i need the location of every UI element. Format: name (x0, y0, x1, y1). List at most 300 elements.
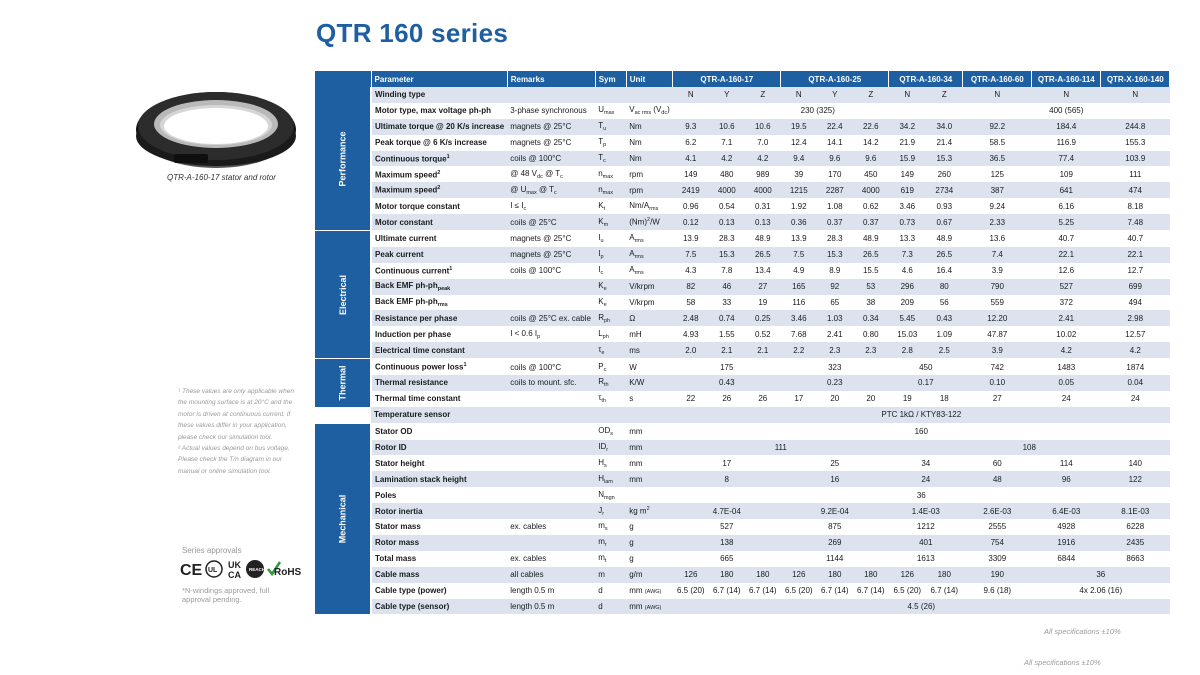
value-cell (853, 182, 889, 198)
value-cell-text: 28.3 (826, 234, 843, 244)
value-cell-text: 0.96 (682, 201, 699, 211)
value-cell-text: 1.09 (936, 329, 953, 339)
value-cell-text: 6.7 (14) (712, 586, 741, 596)
svg-text:REACH: REACH (249, 567, 266, 572)
value-cell (1101, 391, 1170, 407)
value-cell (1101, 135, 1170, 151)
value-cell (889, 455, 963, 471)
param-cell (371, 342, 507, 358)
product-image (120, 78, 310, 178)
value-cell-text: 0.34 (862, 313, 879, 323)
sym-cell: $T_p$ (595, 135, 626, 151)
value-cell-text: 559 (990, 298, 1004, 308)
value-cell-text: 33 (722, 298, 732, 308)
value-cell (673, 263, 709, 279)
value-cell-text: 2419 (681, 185, 700, 195)
section-label-mechanical (315, 423, 371, 614)
param-cell-text: Back EMF ph-ph (375, 297, 438, 307)
value-cell-text: 60 (992, 458, 1002, 468)
param-cell-text: Maximum speed (375, 170, 438, 180)
section-label-text: Electrical (337, 274, 348, 315)
value-cell (1032, 166, 1101, 182)
value-cell-text: 4.2 (757, 154, 769, 163)
value-cell (1101, 551, 1170, 567)
param-cell-text: Electrical time constant (375, 345, 465, 355)
remark-cell (507, 440, 595, 456)
param-cell-text: Stator OD (375, 427, 413, 437)
value-cell (673, 198, 709, 214)
param-cell (371, 423, 507, 439)
value-cell (709, 279, 745, 295)
value-cell (889, 375, 963, 391)
value-cell-text: 24 (921, 474, 931, 484)
value-cell (1032, 151, 1101, 167)
unit-cell: $A_{rms}$ (626, 231, 673, 247)
value-cell-text: 7.4 (991, 250, 1003, 260)
value-cell-text: 19.5 (790, 122, 807, 132)
value-cell (926, 247, 963, 263)
value-cell (673, 440, 889, 456)
value-cell-text: 8663 (1126, 554, 1145, 564)
header-model: QTR-A-160-34 (889, 71, 963, 87)
value-cell (1032, 135, 1101, 151)
header-spacer (315, 71, 371, 87)
value-cell (817, 198, 853, 214)
header-model: QTR-A-160-25 (781, 71, 889, 87)
value-cell (745, 182, 781, 198)
value-cell-text: 1.03 (826, 313, 843, 323)
value-cell-text: 17 (794, 394, 804, 404)
sym-cell: $H_s$ (595, 455, 626, 471)
param-cell (371, 326, 507, 342)
value-cell-text: 230 (325) (800, 106, 835, 116)
value-cell (745, 151, 781, 167)
value-cell-text: 2287 (825, 185, 844, 195)
value-cell (673, 503, 781, 519)
value-cell-text: 4.6 (901, 266, 913, 276)
unit-cell-text: mm (629, 474, 643, 484)
unit-cell (626, 375, 673, 391)
value-cell-text: 9.2E-04 (820, 506, 849, 516)
value-cell (709, 391, 745, 407)
value-cell (745, 326, 781, 342)
unit-cell-text: mm (629, 601, 643, 611)
footnote-2: ² Actual values depend on bus voltage. Please check the T/n diagram in our manual or online simulation tool. (178, 445, 290, 475)
sym-cell: $n_{max}$ (595, 182, 626, 198)
value-cell-text: 22.6 (862, 122, 879, 132)
value-cell (709, 263, 745, 279)
ce-mark: CE (180, 562, 203, 579)
sym-cell: $\tau_e$ (595, 342, 626, 358)
sym-cell: $T_c$ (595, 151, 626, 167)
value-cell-text: 9.6 (18) (983, 586, 1012, 596)
value-cell (963, 87, 1032, 103)
value-cell-text: 1215 (789, 185, 808, 195)
image-caption: QTR-A-160-17 stator and rotor (167, 173, 276, 182)
value-cell-text: 180 (720, 570, 734, 580)
value-cell-text: 4.2 (721, 154, 733, 163)
value-cell (817, 119, 853, 135)
value-cell-text: 116.9 (1056, 138, 1076, 148)
value-cell-text: 2555 (988, 522, 1007, 532)
value-cell (745, 310, 781, 326)
value-cell (926, 151, 963, 167)
value-cell-text: 4x 2.06 (16) (1079, 586, 1123, 596)
remark-cell (507, 487, 595, 503)
value-cell (817, 214, 853, 230)
value-cell-text: 6.2 (685, 138, 697, 148)
value-cell (889, 182, 926, 198)
table-row-ult-torque (315, 119, 1170, 135)
value-cell (963, 166, 1032, 182)
value-cell-text: 109 (1059, 169, 1073, 179)
value-cell (889, 295, 926, 311)
table-header-row (315, 71, 1170, 87)
value-cell (673, 375, 781, 391)
table-row-cable-mass (315, 567, 1170, 583)
value-cell-text: 0.23 (826, 378, 843, 388)
value-cell-text: 13.4 (754, 266, 771, 276)
value-cell-text: 790 (990, 282, 1004, 292)
value-cell (781, 503, 889, 519)
value-cell (853, 567, 889, 583)
value-cell (853, 342, 889, 358)
value-cell (1101, 295, 1170, 311)
value-cell-text: 0.62 (862, 201, 879, 211)
value-cell (889, 263, 926, 279)
sym-cell: $m_s$ (595, 519, 626, 535)
value-cell (745, 342, 781, 358)
section-spacer (315, 407, 371, 423)
table-row-ult-current (315, 231, 1170, 247)
sym-cell (595, 407, 626, 423)
value-cell-text: 494 (1128, 298, 1142, 308)
footer-note-2: All specifications ±10% (1024, 658, 1101, 667)
unit-cell-text: ms (629, 345, 640, 355)
section-label-electrical (315, 231, 371, 359)
value-cell-text: 180 (756, 570, 770, 580)
value-cell (781, 182, 817, 198)
value-cell-text: 1.92 (790, 201, 807, 211)
param-cell (371, 535, 507, 551)
value-cell-text: 17 (722, 458, 732, 468)
value-cell (817, 326, 853, 342)
table-row-poles (315, 487, 1170, 503)
unit-cell-text: g (629, 522, 634, 532)
value-cell (781, 87, 817, 103)
value-cell (673, 166, 709, 182)
value-cell-text: 25 (830, 458, 840, 468)
unit-cell-text: rpm (629, 169, 643, 179)
param-cell-text: Continuous power loss (375, 362, 464, 372)
table-row-cont-torque (315, 151, 1170, 167)
value-cell (889, 87, 926, 103)
value-cell-text: 48 (992, 474, 1002, 484)
remark-cell (507, 599, 595, 615)
value-cell (1101, 151, 1170, 167)
value-cell (745, 87, 781, 103)
value-cell-text: 0.12 (682, 217, 699, 227)
value-cell-text: 12.57 (1125, 329, 1146, 339)
value-cell-text: 16 (830, 474, 840, 484)
table-row-thermal-time (315, 391, 1170, 407)
value-cell-text: 27 (758, 282, 768, 292)
sym-cell-text: d (598, 601, 603, 611)
value-cell (963, 326, 1032, 342)
value-cell-text: 2.3 (829, 345, 841, 355)
param-cell-text: Peak current (375, 250, 424, 260)
value-cell (1101, 535, 1170, 551)
value-cell (745, 391, 781, 407)
unit-cell-text: rpm (629, 185, 643, 195)
remark-cell (507, 407, 595, 423)
param-cell (371, 87, 507, 103)
ukca-mark: UK (228, 560, 241, 570)
value-cell-text: 0.93 (936, 201, 953, 211)
value-cell-text: 36.5 (989, 154, 1006, 163)
unit-cell (626, 279, 673, 295)
value-cell (1101, 263, 1170, 279)
value-cell-text: 12.7 (1127, 266, 1144, 276)
value-cell-text: N (795, 90, 802, 100)
value-cell-text: 400 (565) (1049, 106, 1084, 116)
value-cell-text: 2.98 (1127, 313, 1144, 323)
value-cell (889, 166, 926, 182)
value-cell-text: Z (868, 90, 874, 100)
value-cell-text: 122 (1128, 474, 1142, 484)
value-cell (1032, 326, 1101, 342)
value-cell-text: 9.6 (865, 154, 877, 163)
param-cell (371, 455, 507, 471)
param-cell-text: Motor torque constant (375, 201, 460, 211)
value-cell-text: 47.87 (987, 329, 1008, 339)
value-cell (963, 247, 1032, 263)
value-cell (781, 359, 889, 375)
value-cell-text: 6.7 (14) (930, 586, 959, 596)
unit-cell (626, 440, 673, 456)
value-cell (745, 214, 781, 230)
value-cell (1032, 359, 1101, 375)
value-cell (853, 247, 889, 263)
unit-cell (626, 119, 673, 135)
value-cell (853, 583, 889, 599)
value-cell (673, 214, 709, 230)
remark-cell (507, 103, 595, 119)
value-cell-text: 22.4 (826, 122, 843, 132)
value-cell-text: 24 (1061, 394, 1071, 404)
value-cell (709, 310, 745, 326)
value-cell (963, 182, 1032, 198)
value-cell (1101, 87, 1170, 103)
value-cell-text: 9.4 (793, 154, 805, 163)
value-cell (963, 535, 1032, 551)
svg-text:CA: CA (228, 570, 241, 580)
value-cell (781, 263, 817, 279)
value-cell (926, 326, 963, 342)
param-cell: Continuous current$^1$ (371, 263, 507, 279)
param-cell: Continuous power loss$^1$ (371, 359, 507, 375)
value-cell (963, 583, 1032, 599)
unit-cell-text: kg m (629, 506, 647, 516)
value-cell (963, 519, 1032, 535)
value-cell-text: 126 (684, 570, 698, 580)
value-cell-text: Z (941, 90, 947, 100)
value-cell (673, 326, 709, 342)
value-cell-text: 3.46 (899, 201, 916, 211)
value-cell-text: 4.2 (1060, 345, 1072, 355)
value-cell (963, 375, 1032, 391)
remark-cell (507, 310, 595, 326)
value-cell (673, 247, 709, 263)
footer-note-1: All specifications ±10% (1044, 627, 1121, 636)
value-cell-text: 0.37 (826, 217, 843, 227)
section-label-thermal (315, 359, 371, 407)
value-cell-text: 175 (720, 362, 734, 372)
value-cell-text: 480 (720, 169, 734, 179)
value-cell-text: 13.3 (899, 234, 916, 244)
value-cell (926, 87, 963, 103)
param-cell-text: Rotor inertia (375, 506, 423, 516)
value-cell-text: 9.6 (829, 154, 841, 163)
table-row-cable-power (315, 583, 1170, 599)
value-cell-text: 38 (866, 298, 876, 308)
value-cell-text: 401 (919, 538, 933, 548)
table-row-induction (315, 326, 1170, 342)
unit-cell-text: W (629, 362, 637, 372)
value-cell (853, 87, 889, 103)
value-cell (1032, 391, 1101, 407)
unit-cell: $A_{rms}$ (626, 247, 673, 263)
value-cell (853, 391, 889, 407)
table-row-motor-type (315, 103, 1170, 119)
value-cell (889, 471, 963, 487)
value-cell-text: 6.16 (1058, 201, 1075, 211)
param-cell (371, 198, 507, 214)
value-cell (1101, 214, 1170, 230)
remark-cell-text: 3-phase synchronous (510, 106, 587, 116)
unit-cell-text: mm (629, 427, 643, 437)
remark-cell-text: coils @ 25°C ex. cable (510, 313, 591, 323)
footnote-1: ¹ These values are only applicable when the mounting surface is at 20°C and the motor is driven at continuous current. If these values differ in your application, please check our simulation tool. (178, 388, 294, 441)
remark-cell-text: coils @ 100°C (510, 266, 562, 276)
value-cell-text: 244.8 (1125, 122, 1146, 132)
value-cell-text: 16.4 (936, 266, 953, 276)
param-cell-text: Back EMF ph-ph (375, 281, 438, 291)
value-cell (926, 166, 963, 182)
value-cell (781, 295, 817, 311)
value-cell-text: 450 (864, 169, 878, 179)
value-cell-text: 2.41 (826, 329, 843, 339)
value-cell (745, 567, 781, 583)
value-cell-text: 36 (916, 490, 926, 500)
value-cell (781, 247, 817, 263)
value-cell-text: 2.2 (793, 345, 805, 355)
value-cell-text: N (994, 90, 1001, 100)
sym-cell: $I_p$ (595, 247, 626, 263)
remark-cell: @ 48 $V_{dc}$ @ $T_c$ (507, 166, 595, 182)
value-cell-text: 0.17 (917, 378, 934, 388)
value-cell-text: 126 (792, 570, 806, 580)
value-cell (673, 535, 781, 551)
value-cell (1032, 214, 1101, 230)
header-model: QTR-A-160-114 (1032, 71, 1101, 87)
param-cell-text: Continuous torque (375, 154, 447, 164)
value-cell (709, 214, 745, 230)
value-cell-text: 0.04 (1127, 378, 1144, 388)
value-cell (817, 87, 853, 103)
value-cell (781, 551, 889, 567)
value-cell-text: 4.93 (682, 329, 699, 339)
value-cell-text: 1483 (1057, 362, 1076, 372)
value-cell (853, 119, 889, 135)
value-cell (709, 247, 745, 263)
table-row-peak-torque (315, 135, 1170, 151)
unit-cell: $A_{rms}$ (626, 263, 673, 279)
value-cell-text: 1613 (916, 554, 935, 564)
value-cell-text: 96 (1061, 474, 1071, 484)
remark-cell-text: magnets @ 25°C (510, 122, 572, 132)
value-cell (817, 567, 853, 583)
value-cell (853, 214, 889, 230)
remark-cell (507, 519, 595, 535)
value-cell (673, 423, 1170, 439)
value-cell (1032, 535, 1101, 551)
param-cell-text: Cable mass (375, 570, 420, 580)
sym-cell-text: d (598, 586, 603, 596)
value-cell-text: 260 (937, 169, 951, 179)
table-row-rotor-id (315, 440, 1170, 456)
value-cell (963, 503, 1032, 519)
unit-cell-text: Nm (629, 122, 642, 132)
value-cell (817, 135, 853, 151)
value-cell (963, 103, 1170, 119)
value-cell (963, 455, 1032, 471)
value-cell-text: 65 (830, 298, 840, 308)
value-cell (853, 198, 889, 214)
value-cell-text: 13.6 (989, 234, 1006, 244)
unit-cell-text: mm (629, 443, 643, 453)
value-cell-text: 8.18 (1127, 201, 1144, 211)
value-cell-text: 7.0 (757, 138, 769, 148)
value-cell-text: 1.4E-03 (911, 506, 940, 516)
value-cell (889, 359, 963, 375)
value-cell-text: 0.05 (1058, 378, 1075, 388)
value-cell-text: 1.08 (826, 201, 843, 211)
svg-text:UL: UL (208, 567, 218, 574)
value-cell-text: 12.6 (1058, 266, 1075, 276)
value-cell-text: 48.9 (862, 234, 879, 244)
param-cell (371, 487, 507, 503)
value-cell (1032, 342, 1101, 358)
param-cell-text: Continuous current (375, 266, 450, 276)
param-cell: Maximum speed$^2$ (371, 182, 507, 198)
value-cell (889, 503, 963, 519)
value-cell (1032, 263, 1101, 279)
value-cell-text: 190 (990, 570, 1004, 580)
table-row-thermal-res (315, 375, 1170, 391)
value-cell-text: 2.1 (757, 345, 769, 355)
value-cell (853, 151, 889, 167)
value-cell-text: 21.4 (936, 138, 953, 148)
value-cell (889, 567, 926, 583)
value-cell-text: 103.9 (1125, 154, 1146, 163)
value-cell-text: 19 (758, 298, 768, 308)
unit-cell: $Nm/A_{rms}$ (626, 198, 673, 214)
value-cell-text: 4.3 (685, 266, 697, 276)
value-cell (1101, 471, 1170, 487)
value-cell-text: 269 (828, 538, 842, 548)
value-cell-text: 641 (1059, 185, 1073, 195)
